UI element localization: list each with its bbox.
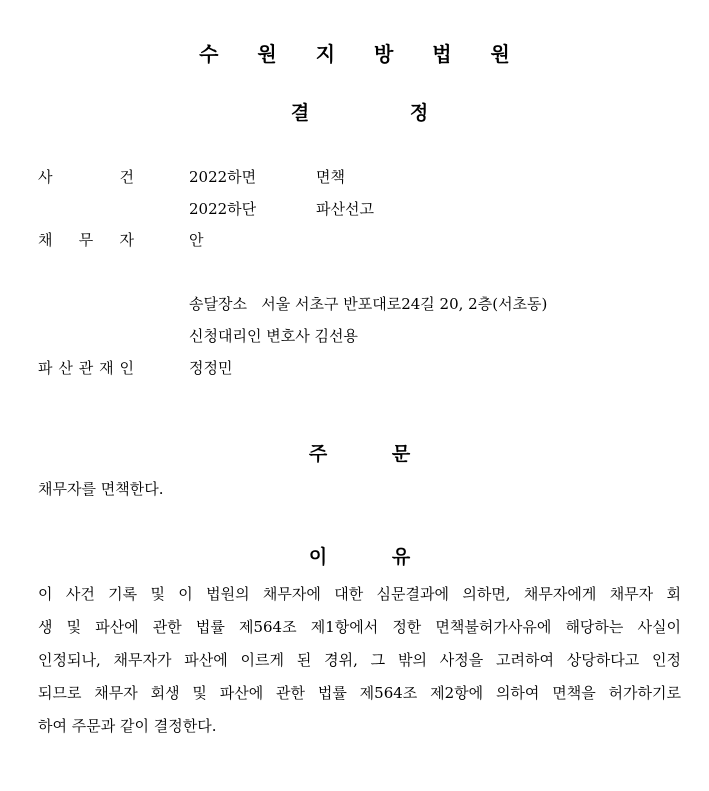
case-kind-1: 면책 (316, 168, 345, 186)
doc-title-left: 결 (290, 102, 310, 124)
reason-line-1: 이 사건 기록 및 이 법원의 채무자에 대한 심문결과에 의하면, 채무자에게 채무자 회 (38, 585, 681, 603)
order-title-right: 문 (391, 443, 411, 465)
trustee-name: 정정민 (189, 359, 233, 377)
reason-body (38, 578, 681, 743)
reason-line-4: 되므로 채무자 회생 및 파산에 관한 법률 제564조 제2항에 의하여 면책을 허가하기로 (38, 684, 681, 702)
debtor-label (38, 229, 134, 250)
trustee-label-char-2: 산 (58, 359, 73, 377)
trustee-label-char-1: 파 (38, 359, 53, 377)
case-number-2: 2022하단 (189, 200, 257, 218)
order-title-left: 주 (308, 443, 328, 465)
debtor-label-char-2: 무 (78, 231, 94, 249)
reason-line-5: 하여 주문과 같이 결정한다. (38, 717, 217, 735)
doc-title-right: 정 (409, 102, 429, 124)
court-name: 수 원 지 방 법 원 (199, 42, 526, 66)
reason-title-left: 이 (308, 546, 328, 568)
trustee-label-char-5: 인 (119, 359, 134, 377)
reason-line-2: 생 및 파산에 관한 법률 제564조 제1항에서 정한 면책불허가사유에 해당하는 사실이 (38, 618, 681, 636)
debtor-agent: 신청대리인 변호사 김선용 (189, 327, 358, 345)
case-label (38, 166, 134, 187)
order-text: 채무자를 면책한다. (38, 480, 164, 498)
trustee-label (38, 357, 134, 378)
reason-line-3: 인정되나, 채무자가 파산에 이르게 된 경위, 그 밖의 사정을 고려하여 상당하다고 인정 (38, 651, 681, 669)
trustee-label-char-4: 재 (99, 359, 114, 377)
debtor-label-char-3: 자 (119, 231, 134, 249)
debtor-address: 송달장소 서울 서초구 반포대로24길 20, 2층(서초동) (189, 295, 548, 313)
debtor-label-char-1: 채 (38, 231, 53, 249)
case-number-1: 2022하면 (189, 168, 257, 186)
case-label-char-1: 사 (38, 168, 53, 186)
trustee-label-char-3: 관 (78, 359, 94, 377)
debtor-name: 안 (189, 231, 204, 249)
case-label-char-2: 건 (119, 168, 134, 186)
reason-title-right: 유 (391, 546, 411, 568)
case-kind-2: 파산선고 (316, 200, 374, 218)
